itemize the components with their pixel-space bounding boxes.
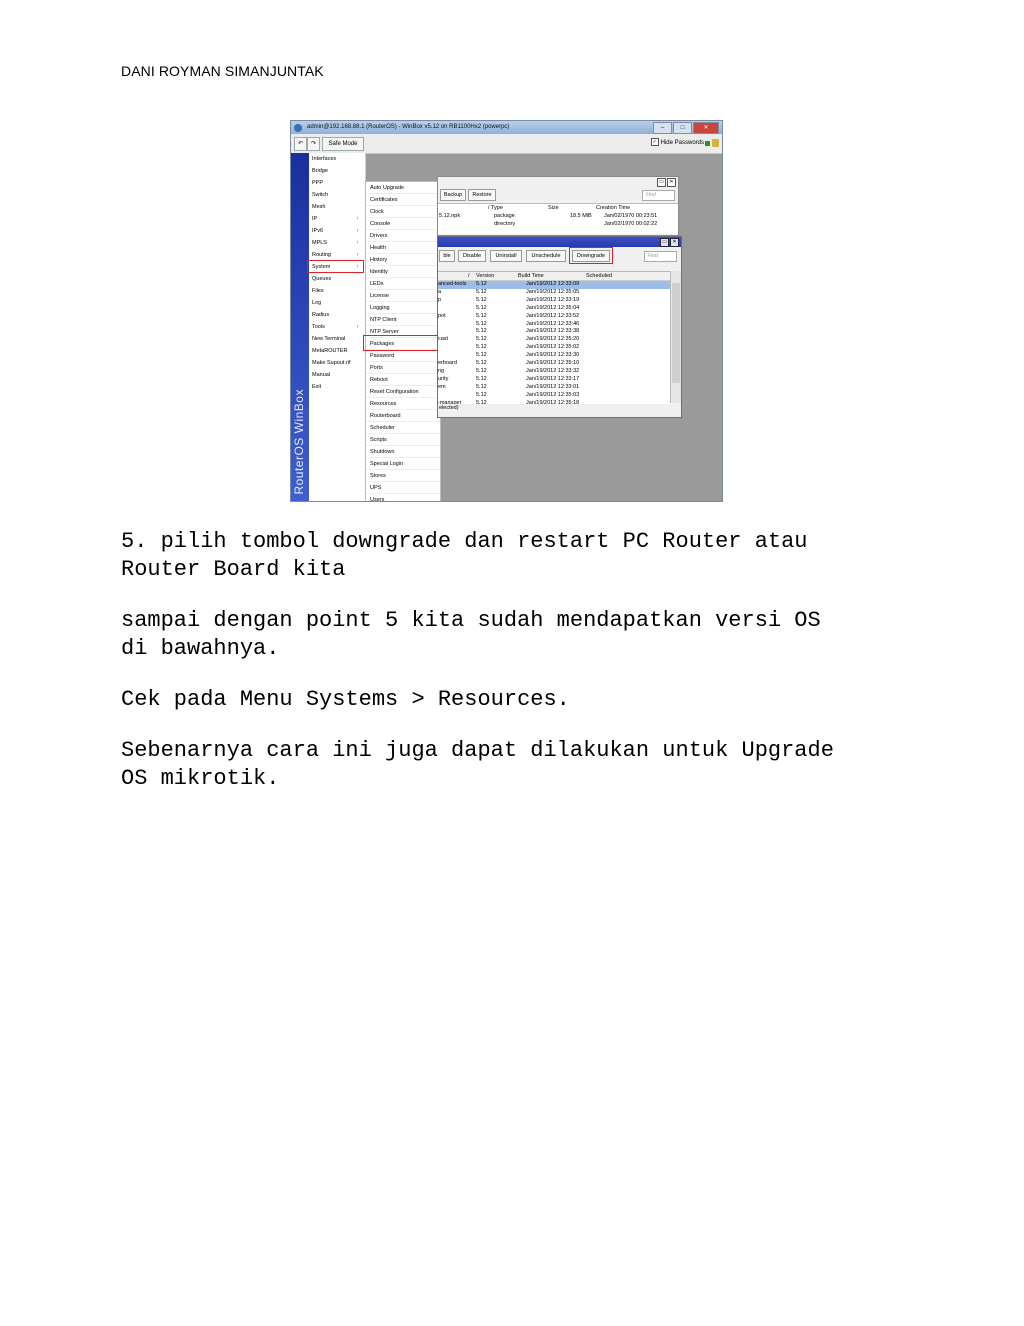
package-name: em (438, 383, 446, 390)
page-header: DANI ROYMAN SIMANJUNTAK (121, 63, 324, 79)
package-build: Jan/19/2012 12:35:03 (526, 391, 580, 398)
package-build: Jan/19/2012 12:35:02 (526, 344, 580, 351)
main-menu-label: Interfaces (312, 156, 337, 162)
uninstall-button[interactable]: Uninstall (490, 250, 522, 262)
table-row[interactable] (438, 400, 671, 405)
paragraph-line: Cek pada Menu Systems > Resources. (121, 687, 570, 712)
package-version: 5.12 (476, 304, 487, 311)
enable-button[interactable]: ble (439, 250, 455, 262)
package-build: Jan/19/2012 12:33:17 (526, 375, 580, 382)
package-name: ng (438, 367, 445, 374)
system-submenu-item[interactable]: Drivers (366, 230, 440, 242)
main-menu-label: Manual (312, 372, 331, 378)
package-version: 5.12 (476, 391, 487, 398)
system-submenu-item[interactable]: Scripts (366, 434, 440, 446)
redo-icon: ↷ (310, 141, 317, 147)
table-row[interactable] (438, 281, 671, 289)
submenu-arrow-icon: ↑ (356, 264, 359, 270)
main-menu-label: Mesh (312, 204, 326, 210)
paragraph-line: Sebenarnya cara ini juga dapat dilakukan untuk Upgrade (121, 738, 834, 763)
package-build: Jan/19/2012 12:33:38 (526, 328, 580, 335)
package-version: 5.12 (476, 399, 487, 404)
main-menu-item[interactable] (309, 189, 365, 201)
highlight-downgrade (569, 247, 613, 264)
main-menu-item[interactable] (309, 369, 365, 381)
system-submenu-item[interactable]: LEDs (366, 278, 440, 290)
package-version: 5.12 (476, 352, 487, 359)
system-submenu-item[interactable]: Logging (366, 302, 440, 314)
system-submenu-item[interactable]: Routerboard (366, 410, 440, 422)
package-version: 5.12 (476, 328, 487, 335)
system-submenu-item[interactable]: NTP Client (366, 314, 440, 326)
table-row[interactable] (438, 289, 671, 297)
undo-icon: ↶ (297, 141, 304, 147)
main-menu-label: MetaROUTER (312, 348, 348, 354)
window-title: admin@192.168.88.1 (RouterOS) - WinBox v5.12 on RB1100Hx2 (powerpc) (307, 124, 510, 130)
system-submenu-item[interactable]: History (366, 254, 440, 266)
main-menu-label: IPv6 (312, 228, 324, 234)
system-submenu-item[interactable]: Reset Configuration (366, 386, 440, 398)
packages-table (438, 271, 671, 404)
files-window (437, 176, 679, 236)
package-name: a (438, 288, 442, 295)
package-build: Jan/19/2012 12:33:01 (526, 383, 580, 390)
table-row[interactable] (438, 360, 671, 368)
disable-button[interactable]: Disable (458, 250, 486, 262)
col-scheduled: Scheduled (586, 273, 612, 279)
restore-button[interactable]: Restore (468, 189, 496, 201)
package-version: 5.12 (476, 336, 487, 343)
main-menu-label: Switch (312, 192, 329, 198)
package-build: Jan/19/2012 12:35:04 (526, 304, 580, 311)
connection-status-icon (705, 141, 710, 146)
system-submenu-item[interactable]: Packages (366, 338, 440, 350)
package-build: Jan/19/2012 12:35:20 (526, 336, 580, 343)
package-build: Jan/19/2012 12:35:18 (526, 399, 580, 404)
main-menu-item[interactable] (309, 201, 365, 213)
main-menu-label: Log (312, 300, 322, 306)
system-submenu-item[interactable]: Console (366, 218, 440, 230)
main-menu-label: IP (312, 216, 318, 222)
package-build: Jan/19/2012 12:33:52 (526, 312, 580, 319)
package-build: Jan/19/2012 12:33:32 (526, 367, 580, 374)
brand-label: RouterOS WinBox (292, 389, 306, 495)
col-size: Size (548, 205, 559, 211)
main-menu-item[interactable] (309, 285, 365, 297)
main-menu-item[interactable] (309, 237, 365, 249)
main-menu-item[interactable] (309, 153, 365, 165)
package-name: anced-tools (438, 281, 467, 287)
file-size: 18.5 MiB (570, 213, 592, 219)
packages-status: elected) (439, 405, 459, 411)
package-version: 5.12 (476, 383, 487, 390)
undo-button[interactable] (294, 137, 307, 151)
package-version: 5.12 (476, 360, 487, 366)
col-build-time: Build Time (518, 273, 544, 279)
package-name: -manager (438, 399, 462, 404)
window-titlebar (291, 121, 722, 134)
package-name: pot (438, 312, 446, 319)
main-menu-label: Make Supout.rif (312, 360, 351, 366)
system-submenu-item[interactable]: Ports (366, 362, 440, 374)
table-row[interactable] (438, 376, 671, 384)
submenu-arrow-icon: ↑ (356, 252, 359, 258)
packages-find-input[interactable]: Find (644, 251, 677, 262)
submenu-arrow-icon: ↑ (356, 216, 359, 222)
table-row[interactable] (438, 392, 671, 400)
main-menu-item[interactable] (309, 297, 365, 309)
main-menu-label: Files (312, 288, 324, 294)
paragraph-line: di bawahnya. (121, 636, 280, 661)
main-menu-item[interactable] (309, 333, 365, 345)
backup-button[interactable]: Backup (440, 189, 466, 201)
main-menu-label: New Terminal (312, 336, 346, 342)
main-menu-label: Radius (312, 312, 330, 318)
main-menu-item[interactable] (309, 381, 365, 393)
main-menu-item[interactable] (309, 177, 365, 189)
scrollbar-thumb[interactable] (672, 283, 680, 383)
main-menu-label: MPLS (312, 240, 327, 246)
package-version: 5.12 (476, 288, 487, 295)
safe-mode-button[interactable]: Safe Mode (322, 137, 364, 151)
system-submenu-item[interactable]: Resources (366, 398, 440, 410)
file-name[interactable]: 5.12.npk (439, 213, 461, 219)
package-name: erboard (438, 360, 457, 366)
system-submenu-item[interactable]: Clock (366, 206, 440, 218)
system-submenu-item[interactable]: Users (366, 494, 440, 502)
main-menu-item[interactable] (309, 321, 365, 333)
downgrade-button[interactable]: Downgrade (572, 250, 610, 262)
package-version: 5.12 (476, 281, 487, 287)
system-submenu-item[interactable]: Auto Upgrade (366, 182, 440, 194)
system-submenu-item[interactable]: Special Login (366, 458, 440, 470)
restore-window-icon[interactable]: ▭ (660, 238, 669, 247)
close-window-icon[interactable]: ✕ (667, 178, 676, 187)
winbox-app-icon (294, 124, 302, 132)
table-row[interactable] (438, 313, 671, 321)
main-menu-label: Routing (312, 252, 331, 258)
paragraph-line: 5. pilih tombol downgrade dan restart PC Router atau (121, 529, 808, 554)
col-type: / Type (488, 205, 503, 211)
main-menu-label: Queues (312, 276, 332, 282)
package-version: 5.12 (476, 367, 487, 374)
paragraph-line: sampai dengan point 5 kita sudah mendapatkan versi OS (121, 608, 821, 633)
main-menu-label: Exit (312, 384, 322, 390)
package-build: Jan/19/2012 12:35:05 (526, 288, 580, 295)
table-row[interactable] (438, 321, 671, 329)
submenu-arrow-icon: ↑ (356, 240, 359, 246)
system-submenu-item[interactable]: Certificates (366, 194, 440, 206)
main-menu-item[interactable] (309, 345, 365, 357)
main-menu-item[interactable] (309, 165, 365, 177)
table-row[interactable] (438, 328, 671, 336)
hide-passwords-label: Hide Passwords (660, 140, 704, 146)
main-menu-item[interactable] (309, 273, 365, 285)
highlight-system (307, 260, 364, 273)
system-submenu-item[interactable]: NTP Server (366, 326, 440, 338)
main-menu-item[interactable] (309, 309, 365, 321)
main-menu-label: PPP (312, 180, 324, 186)
system-submenu-item[interactable]: Password (366, 350, 440, 362)
main-menu-label: Bridge (312, 168, 328, 174)
package-version: 5.12 (476, 320, 487, 327)
system-submenu-item[interactable]: Identity (366, 266, 440, 278)
table-row[interactable] (438, 344, 671, 352)
main-menu (309, 153, 366, 502)
minimize-button[interactable]: – (653, 122, 672, 134)
package-build: Jan/19/2012 12:33:30 (526, 352, 580, 359)
highlight-packages (363, 335, 441, 351)
package-version: 5.12 (476, 375, 487, 382)
files-find-input[interactable]: Find (642, 190, 675, 201)
file-time: Jan/02/1970 00:02:22 (604, 221, 658, 227)
files-table (438, 203, 678, 234)
table-row[interactable] (438, 297, 671, 305)
submenu-arrow-icon: ↑ (356, 228, 359, 234)
main-menu-item[interactable] (309, 357, 365, 369)
package-name: cast (438, 336, 449, 343)
file-time: Jan/02/1970 00:23:51 (604, 213, 658, 219)
package-version: 5.12 (476, 296, 487, 303)
col-creation-time: Creation Time (596, 205, 631, 211)
winbox-screenshot (290, 120, 723, 502)
package-version: 5.12 (476, 312, 487, 319)
system-submenu-item[interactable]: Stores (366, 470, 440, 482)
restore-window-icon[interactable]: ▭ (657, 178, 666, 187)
col-name: / (468, 273, 470, 279)
main-menu-item[interactable] (309, 213, 365, 225)
package-name: p (438, 296, 442, 303)
lock-icon (712, 139, 719, 147)
table-row[interactable] (438, 384, 671, 392)
redo-button[interactable] (307, 137, 320, 151)
maximize-button[interactable]: □ (673, 122, 692, 134)
package-build: Jan/19/2012 12:33:46 (526, 320, 580, 327)
system-submenu-item[interactable]: Shutdown (366, 446, 440, 458)
package-name: urity (438, 375, 449, 382)
package-version: 5.12 (476, 344, 487, 351)
file-type: package (494, 213, 515, 219)
main-menu-item[interactable] (309, 225, 365, 237)
packages-titlebar (438, 237, 681, 247)
system-submenu-item[interactable]: License (366, 290, 440, 302)
system-submenu-item[interactable]: UPS (366, 482, 440, 494)
toolbar (291, 134, 722, 154)
table-row[interactable] (438, 368, 671, 376)
table-row[interactable] (438, 352, 671, 360)
system-submenu-item[interactable]: Reboot (366, 374, 440, 386)
paragraph-line: OS mikrotik. (121, 766, 280, 791)
hide-passwords-toggle[interactable] (651, 138, 704, 148)
brand-sidebar (291, 153, 309, 501)
system-submenu-item[interactable]: Scheduler (366, 422, 440, 434)
main-menu-label: System (312, 264, 331, 270)
submenu-arrow-icon: ↑ (356, 324, 359, 330)
main-menu-label: Tools (312, 324, 325, 330)
col-version: Version (476, 273, 495, 279)
table-row[interactable] (438, 305, 671, 313)
checkbox-checked-icon[interactable]: ✓ (652, 139, 657, 146)
close-button[interactable]: ✕ (693, 122, 719, 134)
close-window-icon[interactable]: ✕ (670, 238, 679, 247)
package-build: Jan/19/2012 12:33:09 (526, 281, 580, 287)
packages-window (437, 236, 682, 418)
packages-scrollbar[interactable] (670, 271, 681, 403)
system-submenu-item[interactable]: Health (366, 242, 440, 254)
packages-table-header (438, 272, 671, 281)
package-build: Jan/19/2012 12:35:10 (526, 360, 580, 366)
paragraph-line: Router Board kita (121, 557, 346, 582)
package-build: Jan/19/2012 12:33:19 (526, 296, 580, 303)
table-row[interactable] (438, 336, 671, 344)
unschedule-button[interactable]: Unschedule (526, 250, 566, 262)
file-type: directory (494, 221, 516, 227)
